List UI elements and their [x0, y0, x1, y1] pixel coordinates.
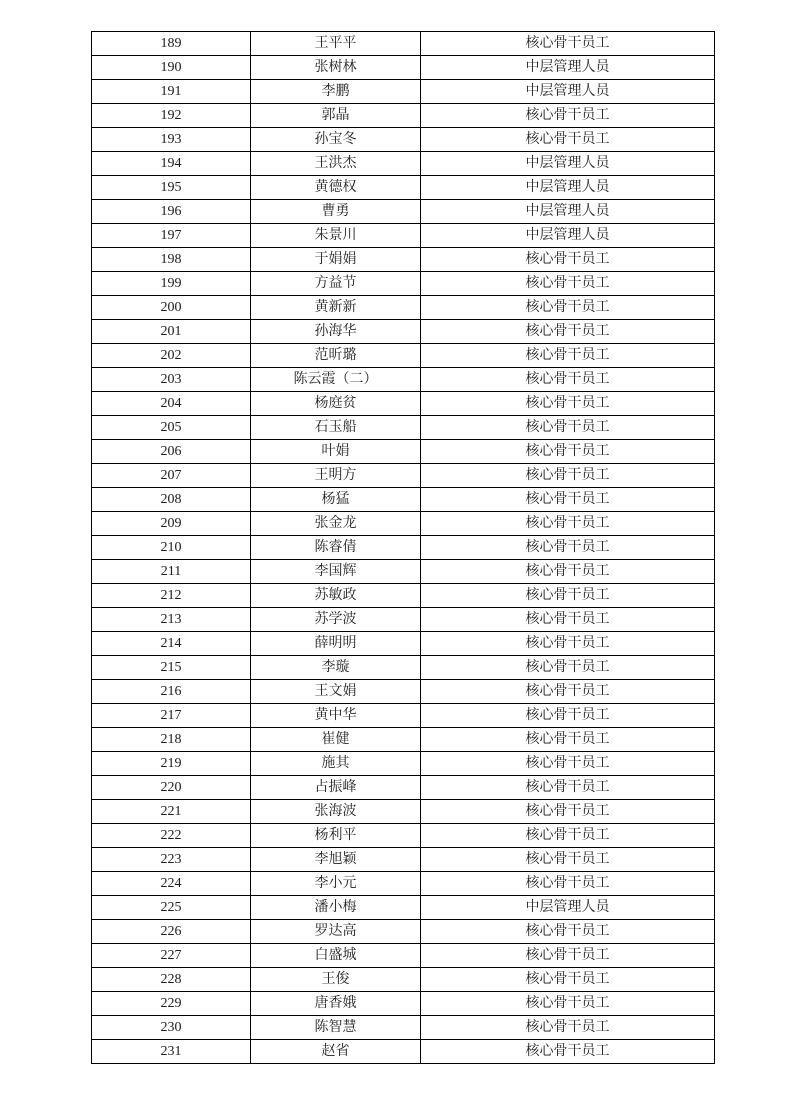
category-cell: 中层管理人员	[421, 80, 715, 104]
row-number-cell: 211	[92, 560, 251, 584]
category-cell: 核心骨干员工	[421, 392, 715, 416]
name-cell: 苏学波	[251, 608, 421, 632]
category-cell: 核心骨干员工	[421, 296, 715, 320]
category-cell: 核心骨干员工	[421, 368, 715, 392]
row-number-cell: 190	[92, 56, 251, 80]
name-cell: 赵省	[251, 1040, 421, 1064]
row-number-cell: 226	[92, 920, 251, 944]
name-cell: 李旭颖	[251, 848, 421, 872]
table-row	[92, 752, 715, 776]
row-number-cell: 193	[92, 128, 251, 152]
row-number-cell: 203	[92, 368, 251, 392]
row-number-cell: 221	[92, 800, 251, 824]
table-row	[92, 488, 715, 512]
row-number-cell: 198	[92, 248, 251, 272]
name-cell: 黄中华	[251, 704, 421, 728]
row-number-cell: 206	[92, 440, 251, 464]
name-cell: 李璇	[251, 656, 421, 680]
name-cell: 曹勇	[251, 200, 421, 224]
category-cell: 中层管理人员	[421, 176, 715, 200]
category-cell: 核心骨干员工	[421, 968, 715, 992]
table-row	[92, 1040, 715, 1064]
category-cell: 核心骨干员工	[421, 464, 715, 488]
name-cell: 杨利平	[251, 824, 421, 848]
category-cell: 核心骨干员工	[421, 272, 715, 296]
personnel-table-body	[92, 32, 715, 1064]
row-number-cell: 197	[92, 224, 251, 248]
table-row	[92, 608, 715, 632]
name-cell: 白盛城	[251, 944, 421, 968]
row-number-cell: 217	[92, 704, 251, 728]
table-row	[92, 968, 715, 992]
name-cell: 施其	[251, 752, 421, 776]
table-row	[92, 248, 715, 272]
name-cell: 崔健	[251, 728, 421, 752]
row-number-cell: 231	[92, 1040, 251, 1064]
row-number-cell: 199	[92, 272, 251, 296]
table-row	[92, 32, 715, 56]
name-cell: 陈智慧	[251, 1016, 421, 1040]
table-row	[92, 128, 715, 152]
table-row	[92, 824, 715, 848]
category-cell: 核心骨干员工	[421, 872, 715, 896]
table-row	[92, 656, 715, 680]
table-row	[92, 368, 715, 392]
row-number-cell: 200	[92, 296, 251, 320]
table-row	[92, 728, 715, 752]
row-number-cell: 209	[92, 512, 251, 536]
name-cell: 孙海华	[251, 320, 421, 344]
table-row	[92, 392, 715, 416]
row-number-cell: 230	[92, 1016, 251, 1040]
category-cell: 核心骨干员工	[421, 512, 715, 536]
row-number-cell: 229	[92, 992, 251, 1016]
category-cell: 中层管理人员	[421, 152, 715, 176]
name-cell: 张金龙	[251, 512, 421, 536]
name-cell: 于娟娟	[251, 248, 421, 272]
category-cell: 中层管理人员	[421, 200, 715, 224]
category-cell: 核心骨干员工	[421, 776, 715, 800]
category-cell: 核心骨干员工	[421, 32, 715, 56]
table-row	[92, 920, 715, 944]
name-cell: 王文娟	[251, 680, 421, 704]
table-row	[92, 416, 715, 440]
table-row	[92, 296, 715, 320]
table-row	[92, 872, 715, 896]
table-row	[92, 1016, 715, 1040]
table-row	[92, 440, 715, 464]
table-row	[92, 584, 715, 608]
personnel-table	[91, 31, 715, 1064]
row-number-cell: 225	[92, 896, 251, 920]
table-row	[92, 704, 715, 728]
category-cell: 中层管理人员	[421, 896, 715, 920]
category-cell: 中层管理人员	[421, 224, 715, 248]
table-row	[92, 104, 715, 128]
name-cell: 石玉船	[251, 416, 421, 440]
category-cell: 核心骨干员工	[421, 440, 715, 464]
category-cell: 核心骨干员工	[421, 800, 715, 824]
name-cell: 李国辉	[251, 560, 421, 584]
name-cell: 张树林	[251, 56, 421, 80]
category-cell: 核心骨干员工	[421, 248, 715, 272]
table-row	[92, 344, 715, 368]
name-cell: 郭晶	[251, 104, 421, 128]
row-number-cell: 208	[92, 488, 251, 512]
category-cell: 核心骨干员工	[421, 104, 715, 128]
category-cell: 核心骨干员工	[421, 704, 715, 728]
table-row	[92, 320, 715, 344]
row-number-cell: 228	[92, 968, 251, 992]
name-cell: 叶娟	[251, 440, 421, 464]
row-number-cell: 212	[92, 584, 251, 608]
category-cell: 核心骨干员工	[421, 128, 715, 152]
name-cell: 陈云霞（二）	[251, 368, 421, 392]
table-row	[92, 560, 715, 584]
table-row	[92, 464, 715, 488]
name-cell: 潘小梅	[251, 896, 421, 920]
category-cell: 核心骨干员工	[421, 680, 715, 704]
table-row	[92, 224, 715, 248]
row-number-cell: 194	[92, 152, 251, 176]
row-number-cell: 220	[92, 776, 251, 800]
table-row	[92, 536, 715, 560]
category-cell: 核心骨干员工	[421, 824, 715, 848]
name-cell: 杨庭贫	[251, 392, 421, 416]
name-cell: 陈睿倩	[251, 536, 421, 560]
row-number-cell: 213	[92, 608, 251, 632]
row-number-cell: 202	[92, 344, 251, 368]
name-cell: 孙宝冬	[251, 128, 421, 152]
category-cell: 核心骨干员工	[421, 848, 715, 872]
name-cell: 张海波	[251, 800, 421, 824]
table-row	[92, 944, 715, 968]
table-row	[92, 776, 715, 800]
name-cell: 苏敏政	[251, 584, 421, 608]
table-row	[92, 512, 715, 536]
table-row	[92, 800, 715, 824]
name-cell: 范昕璐	[251, 344, 421, 368]
row-number-cell: 214	[92, 632, 251, 656]
name-cell: 黄德权	[251, 176, 421, 200]
name-cell: 方益节	[251, 272, 421, 296]
row-number-cell: 224	[92, 872, 251, 896]
category-cell: 核心骨干员工	[421, 1016, 715, 1040]
category-cell: 核心骨干员工	[421, 920, 715, 944]
row-number-cell: 216	[92, 680, 251, 704]
table-row	[92, 176, 715, 200]
category-cell: 核心骨干员工	[421, 584, 715, 608]
category-cell: 核心骨干员工	[421, 1040, 715, 1064]
name-cell: 黄新新	[251, 296, 421, 320]
table-row	[92, 896, 715, 920]
name-cell: 朱景川	[251, 224, 421, 248]
table-row	[92, 80, 715, 104]
row-number-cell: 191	[92, 80, 251, 104]
name-cell: 唐香娥	[251, 992, 421, 1016]
category-cell: 核心骨干员工	[421, 728, 715, 752]
category-cell: 核心骨干员工	[421, 992, 715, 1016]
category-cell: 核心骨干员工	[421, 632, 715, 656]
category-cell: 核心骨干员工	[421, 344, 715, 368]
row-number-cell: 223	[92, 848, 251, 872]
row-number-cell: 218	[92, 728, 251, 752]
name-cell: 李小元	[251, 872, 421, 896]
name-cell: 杨猛	[251, 488, 421, 512]
name-cell: 薛明明	[251, 632, 421, 656]
category-cell: 核心骨干员工	[421, 608, 715, 632]
row-number-cell: 215	[92, 656, 251, 680]
table-row	[92, 152, 715, 176]
category-cell: 核心骨干员工	[421, 752, 715, 776]
category-cell: 核心骨干员工	[421, 944, 715, 968]
row-number-cell: 227	[92, 944, 251, 968]
category-cell: 核心骨干员工	[421, 560, 715, 584]
name-cell: 王明方	[251, 464, 421, 488]
row-number-cell: 204	[92, 392, 251, 416]
table-row	[92, 56, 715, 80]
name-cell: 王平平	[251, 32, 421, 56]
row-number-cell: 210	[92, 536, 251, 560]
row-number-cell: 196	[92, 200, 251, 224]
row-number-cell: 222	[92, 824, 251, 848]
category-cell: 核心骨干员工	[421, 488, 715, 512]
row-number-cell: 205	[92, 416, 251, 440]
row-number-cell: 189	[92, 32, 251, 56]
category-cell: 中层管理人员	[421, 56, 715, 80]
row-number-cell: 201	[92, 320, 251, 344]
table-row	[92, 992, 715, 1016]
category-cell: 核心骨干员工	[421, 320, 715, 344]
name-cell: 李鹏	[251, 80, 421, 104]
row-number-cell: 195	[92, 176, 251, 200]
category-cell: 核心骨干员工	[421, 656, 715, 680]
table-row	[92, 200, 715, 224]
table-row	[92, 680, 715, 704]
name-cell: 占振峰	[251, 776, 421, 800]
table-row	[92, 272, 715, 296]
name-cell: 罗达高	[251, 920, 421, 944]
category-cell: 核心骨干员工	[421, 416, 715, 440]
category-cell: 核心骨干员工	[421, 536, 715, 560]
row-number-cell: 192	[92, 104, 251, 128]
row-number-cell: 207	[92, 464, 251, 488]
row-number-cell: 219	[92, 752, 251, 776]
table-row	[92, 848, 715, 872]
name-cell: 王俊	[251, 968, 421, 992]
name-cell: 王洪杰	[251, 152, 421, 176]
table-row	[92, 632, 715, 656]
